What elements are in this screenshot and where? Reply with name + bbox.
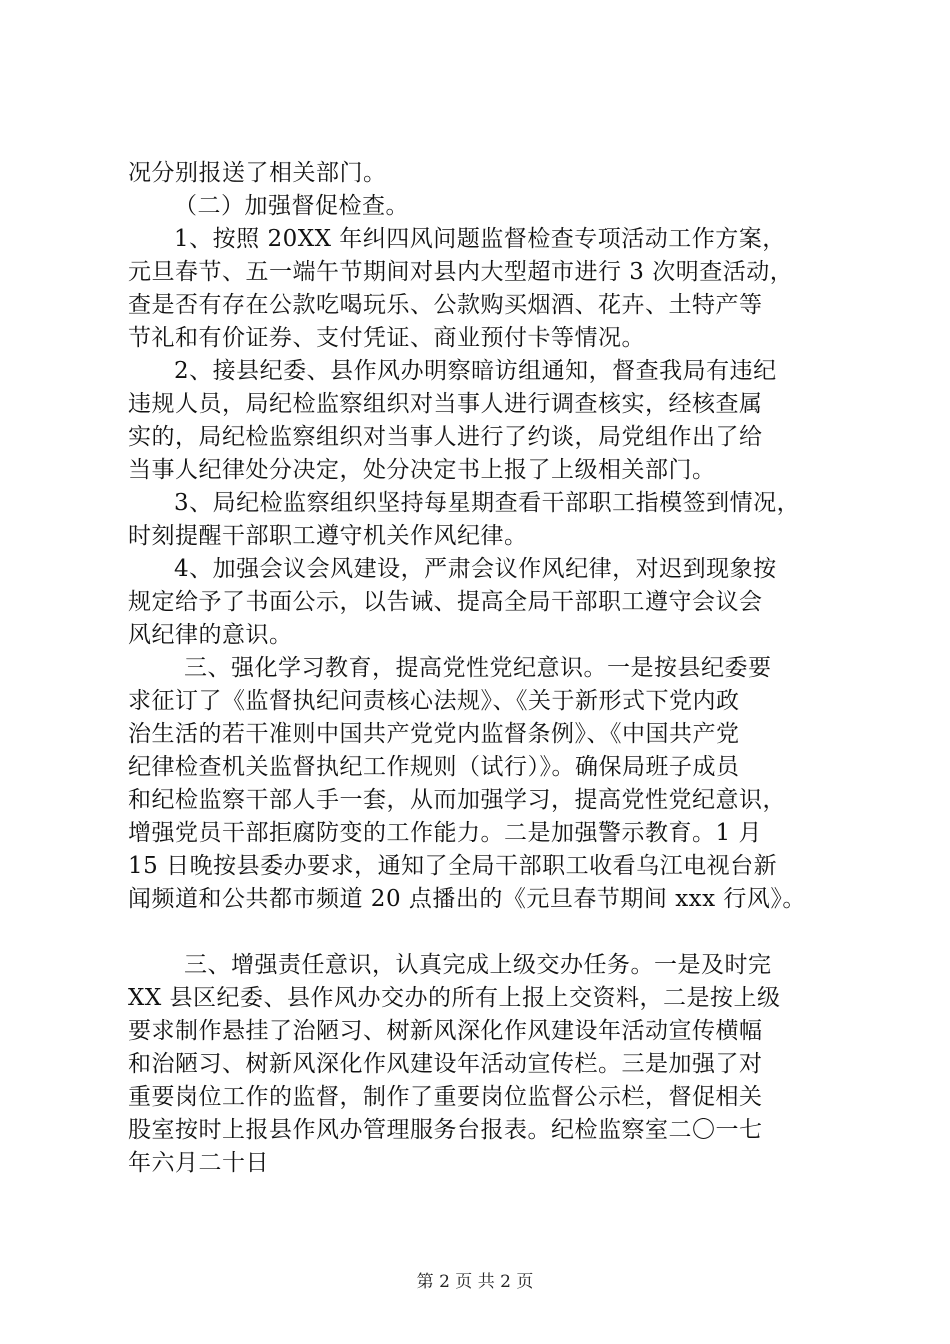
text-line: 当事人纪律处分决定，处分决定书上报了上级相关部门。 [128, 457, 716, 483]
text-line: 规定给予了书面公示，以告诫、提高全局干部职工遵守会议会 [128, 589, 763, 615]
text-line: 4、加强会议会风建设，严肃会议作风纪律，对迟到现象按 [174, 556, 777, 582]
text-line: 况分别报送了相关部门。 [128, 160, 387, 186]
text-line: 纪律检查机关监督执纪工作规则（试行）》。确保局班子成员 [128, 754, 740, 780]
text-line: （二）加强督促检查。 [174, 193, 409, 219]
text-line: 2、接县纪委、县作风办明察暗访组通知，督查我局有违纪 [174, 358, 777, 384]
text-line: 闻频道和公共都市频道 20 点播出的《元旦春节期间 xxx 行风》。 [128, 886, 806, 912]
text-line: 三、强化学习教育，提高党性党纪意识。一是按县纪委要 [184, 655, 772, 681]
text-line: 股室按时上报县作风办管理服务台报表。纪检监察室二〇一七 [128, 1117, 763, 1143]
text-line: 查是否有存在公款吃喝玩乐、公款购买烟酒、花卉、土特产等 [128, 292, 763, 318]
text-line: 重要岗位工作的监督，制作了重要岗位监督公示栏，督促相关 [128, 1084, 763, 1110]
text-line: 要求制作悬挂了治陋习、树新风深化作风建设年活动宣传横幅 [128, 1018, 763, 1044]
text-line: 风纪律的意识。 [128, 622, 293, 648]
text-line: 三、增强责任意识，认真完成上级交办任务。一是及时完 [184, 952, 772, 978]
text-line: 求征订了《监督执纪问责核心法规》、《关于新形式下党内政 [128, 688, 740, 714]
text-line: XX 县区纪委、县作风办交办的所有上报上交资料，二是按上级 [128, 985, 781, 1011]
text-line: 治生活的若干准则中国共产党党内监督条例》、《中国共产党 [128, 721, 740, 747]
text-line: 和治陋习、树新风深化作风建设年活动宣传栏。三是加强了对 [128, 1051, 763, 1077]
text-line: 元旦春节、五一端午节期间对县内大型超市进行 3 次明查活动， [128, 259, 794, 285]
text-line: 节礼和有价证券、支付凭证、商业预付卡等情况。 [128, 325, 645, 351]
text-line: 年六月二十日 [128, 1150, 269, 1176]
text-line: 增强党员干部拒腐防变的工作能力。二是加强警示教育。1 月 [128, 820, 762, 846]
text-line: 实的，局纪检监察组织对当事人进行了约谈，局党组作出了给 [128, 424, 763, 450]
text-line: 15 日晚按县委办要求，通知了全局干部职工收看乌江电视台新 [128, 853, 778, 879]
text-line: 3、局纪检监察组织坚持每星期查看干部职工指模签到情况， [174, 490, 801, 516]
page-number-footer: 第 2 页 共 2 页 [416, 1272, 534, 1292]
text-line: 时刻提醒干部职工遵守机关作风纪律。 [128, 523, 528, 549]
text-line: 1、按照 20XX 年纠四风问题监督检查专项活动工作方案， [174, 226, 786, 252]
text-line: 和纪检监察干部人手一套，从而加强学习，提高党性党纪意识， [128, 787, 786, 813]
text-line: 违规人员，局纪检监察组织对当事人进行调查核实，经核查属 [128, 391, 763, 417]
